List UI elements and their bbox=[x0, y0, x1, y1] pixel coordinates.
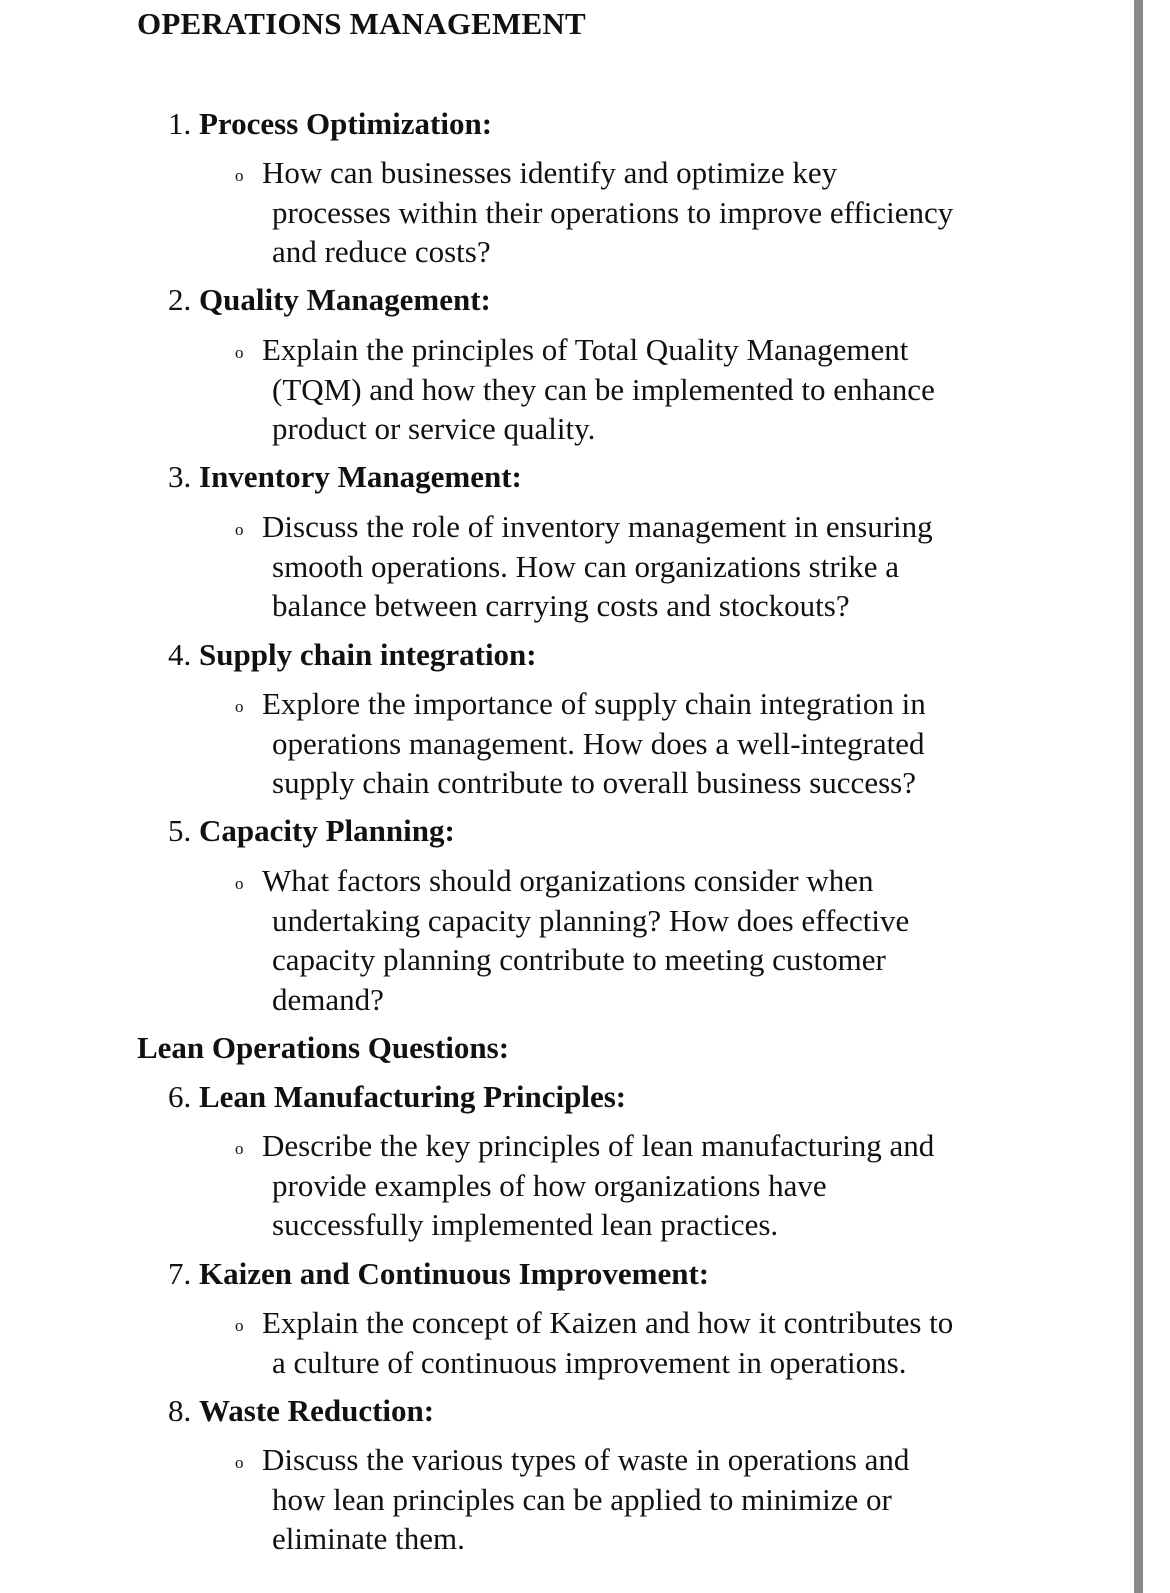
description-line: product or service quality. bbox=[272, 411, 596, 446]
document-title: OPERATIONS MANAGEMENT bbox=[137, 6, 586, 41]
item-heading bbox=[168, 1391, 434, 1431]
bullet-marker: o bbox=[235, 1139, 244, 1158]
item-heading bbox=[168, 457, 522, 497]
bullet-marker: o bbox=[235, 1316, 244, 1335]
description-line: undertaking capacity planning? How does effective bbox=[272, 902, 910, 938]
description-line: and reduce costs? bbox=[272, 234, 491, 269]
item-label: Waste Reduction: bbox=[199, 1393, 435, 1428]
scrollbar-edge bbox=[1134, 0, 1143, 1593]
item-description bbox=[262, 1126, 1042, 1245]
item-number: 4. bbox=[168, 637, 192, 672]
bullet-marker: o bbox=[235, 1453, 244, 1472]
description-line: balance between carrying costs and stockouts? bbox=[272, 588, 850, 623]
description-line: how lean principles can be applied to minimize or bbox=[272, 1481, 892, 1517]
item-number: 8. bbox=[168, 1393, 192, 1428]
description-line: supply chain contribute to overall business success? bbox=[272, 765, 916, 800]
item-number: 3. bbox=[168, 459, 192, 494]
item-label: Capacity Planning: bbox=[199, 813, 455, 848]
item-heading bbox=[168, 635, 537, 675]
bullet-marker: o bbox=[235, 343, 244, 362]
bullet-marker: o bbox=[235, 166, 244, 185]
item-number: 1. bbox=[168, 106, 192, 141]
description-line: Explain the principles of Total Quality Management bbox=[262, 332, 909, 367]
description-line: Discuss the various types of waste in operations and bbox=[262, 1442, 910, 1477]
item-description bbox=[262, 684, 1042, 803]
item-description bbox=[262, 330, 1042, 449]
item-description bbox=[262, 861, 1042, 1019]
description-line: Explain the concept of Kaizen and how it contributes to bbox=[262, 1305, 954, 1340]
item-label: Supply chain integration: bbox=[199, 637, 537, 672]
item-number: 6. bbox=[168, 1079, 192, 1114]
item-number: 7. bbox=[168, 1256, 192, 1291]
item-label: Lean Manufacturing Principles: bbox=[199, 1079, 627, 1114]
description-line: Explore the importance of supply chain integration in bbox=[262, 686, 926, 721]
description-line: demand? bbox=[272, 981, 384, 1017]
description-line: successfully implemented lean practices. bbox=[272, 1207, 779, 1242]
item-label: Inventory Management: bbox=[199, 459, 522, 494]
item-heading bbox=[168, 104, 492, 144]
item-description bbox=[262, 1303, 1042, 1382]
description-line: (TQM) and how they can be implemented to enhance bbox=[272, 371, 935, 407]
bullet-marker: o bbox=[235, 697, 244, 716]
description-line: eliminate them. bbox=[272, 1521, 465, 1556]
description-line: processes within their operations to improve efficiency bbox=[272, 194, 954, 230]
description-line: How can businesses identify and optimize key bbox=[262, 155, 838, 190]
description-line: smooth operations. How can organizations strike a bbox=[272, 548, 900, 584]
item-number: 2. bbox=[168, 282, 192, 317]
item-description bbox=[262, 1440, 1042, 1559]
item-label: Quality Management: bbox=[199, 282, 491, 317]
description-line: provide examples of how organizations have bbox=[272, 1167, 827, 1203]
description-line: Describe the key principles of lean manufacturing and bbox=[262, 1128, 935, 1163]
description-line: a culture of continuous improvement in operations. bbox=[272, 1344, 907, 1380]
description-line: operations management. How does a well-integrated bbox=[272, 725, 925, 761]
description-line: capacity planning contribute to meeting customer bbox=[272, 942, 886, 977]
section-heading-lean: Lean Operations Questions: bbox=[137, 1030, 510, 1065]
item-number: 5. bbox=[168, 813, 192, 848]
item-heading bbox=[168, 811, 455, 851]
bullet-marker: o bbox=[235, 520, 244, 539]
description-line: Discuss the role of inventory management in ensuring bbox=[262, 509, 933, 544]
item-heading bbox=[168, 1077, 626, 1117]
item-heading bbox=[168, 280, 491, 320]
item-heading bbox=[168, 1254, 709, 1294]
item-label: Process Optimization: bbox=[199, 106, 493, 141]
item-description bbox=[262, 507, 1042, 626]
item-label: Kaizen and Continuous Improvement: bbox=[199, 1256, 710, 1291]
bullet-marker: o bbox=[235, 874, 244, 893]
description-line: What factors should organizations consider when bbox=[262, 863, 874, 898]
item-description bbox=[262, 153, 1042, 272]
